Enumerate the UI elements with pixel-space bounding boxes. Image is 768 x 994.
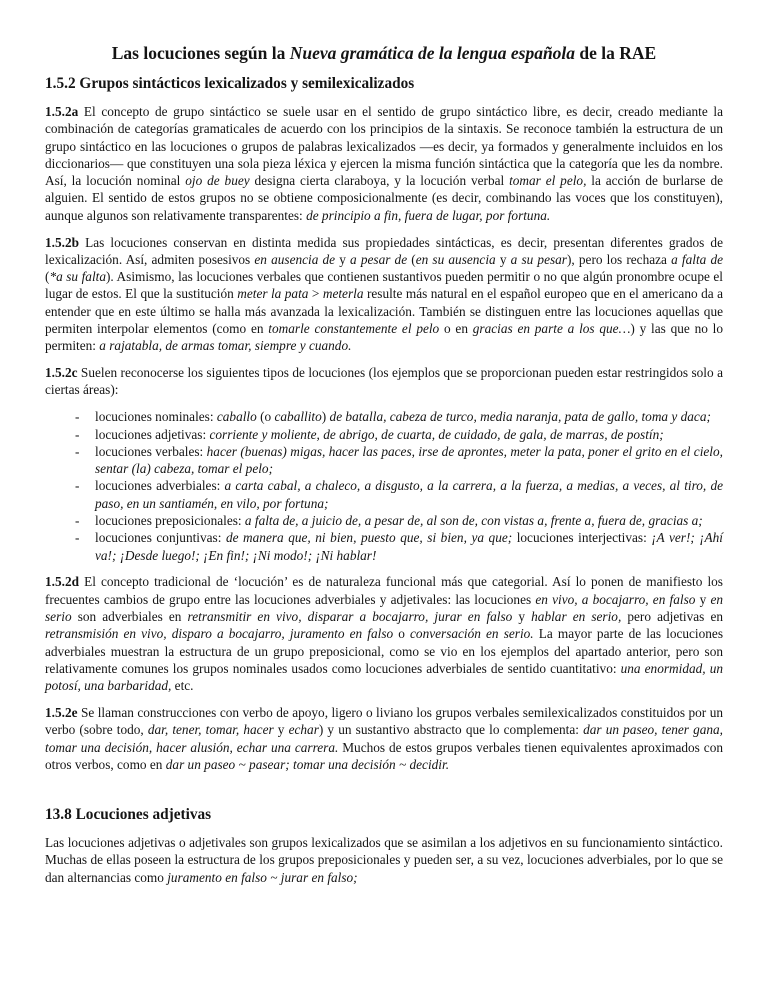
list-item-text: locuciones adverbiales: a carta cabal, a chaleco, a disgusto, a la carrera, a la fuerza, a medias, a veces, al tiro, de paso, en un santiamén, en vilo, por fortuna; xyxy=(95,478,723,511)
paragraph-1-5-2e: 1.5.2e Se llaman construcciones con verbo de apoyo, ligero o liviano los grupos verbales semilexicalizados constituidos por un verbo (sobre todo, dar, tener, tomar, hacer y echar) y un sustantivo abstracto que lo complementa: dar un paseo, tener gana, tomar una decisión, hacer alusión, echar una carrera. Muchos de estos grupos verbales tienen equivalentes aproximados con otros verbos, como en dar un paseo ~ pasear; tomar una decisión ~ decidir. xyxy=(45,705,723,772)
list-item-locuciones-nominales xyxy=(45,408,723,425)
list-item-text: locuciones conjuntivas: de manera que, ni bien, puesto que, si bien, ya que; locuciones interjectivas: ¡A ver!; ¡Ahí va!; ¡Desde luego!; ¡En fin!; ¡Ni modo!; ¡Ni hablar! xyxy=(95,530,723,563)
paragraph-1-5-2c: 1.5.2c Suelen reconocerse los siguientes tipos de locuciones (los ejemplos que se proporcionan pueden estar restringidos solo a ciertas áreas): xyxy=(45,365,723,398)
paragraph-1-5-2a: 1.5.2a El concepto de grupo sintáctico se suele usar en el sentido de grupo sintáctico libre, es decir, creado mediante la combinación de categorías gramaticales de acuerdo con los principios de la sintaxis. Se reconoce también la estructura de un grupo sintáctico en las locuciones o grupos de palabras lexicalizados —es decir, ya formados y generalmente incluidos en los diccionarios— que constituyen una sola pieza léxica y ejercen la misma función sintáctica que la categoría que les da nombre. Así, la locución nominal ojo de buey designa cierta claraboya, y la locución verbal tomar el pelo, la acción de burlarse de alguien. El sentido de estos grupos no se obtiene composicionalmente (es decir, combinando las voces que los constituyen), aunque algunos son relativamente transparentes: de principio a fin, fuera de lugar, por fortuna. xyxy=(45,104,723,223)
list-dash-marker: - xyxy=(75,443,80,459)
list-item-text: locuciones nominales: caballo (o caballito) de batalla, cabeza de turco, media naranja, pata de gallo, toma y daca; xyxy=(95,409,711,425)
section-heading-13-8: 13.8 Locuciones adjetivas xyxy=(45,806,212,824)
section-heading-1-5-2: 1.5.2 Grupos sintácticos lexicalizados y semilexicalizados xyxy=(45,75,415,92)
paragraph-1-5-2d: 1.5.2d El concepto tradicional de ‘locución’ es de naturaleza funcional más que categorial. Así lo ponen de manifiesto los frecuentes cambios de grupo entre las locuciones adverbiales y adjetivales: las locuciones en vivo, a bocajarro, en falso y en serio son adverbiales en retransmitir en vivo, disparar a bocajarro, jurar en falso y hablar en serio, pero adjetivas en retransmisión en vivo, disparo a bocajarro, juramento en falso o conversación en serio. La mayor parte de las locuciones adverbiales muestran la estructura de un grupo preposicional, como se vio en los ejemplos del apartado anterior, pero son relativamente comunes los grupos nominales usados como locuciones adverbiales de sentido cuantitativo: una enormidad, un potosí, una barbaridad, etc. xyxy=(45,574,724,694)
list-dash-marker: - xyxy=(75,513,80,529)
list-item-locuciones-adverbiales xyxy=(45,477,723,512)
paragraph-1-5-2b: 1.5.2b Las locuciones conservan en distinta medida sus propiedades sintácticas, es decir, presentan diferentes grados de lexicalización. Así, admiten posesivos en ausencia de y a pesar de (en su ausencia y a su pesar), pero los rechaza a falta de (*a su falta). Asimismo, las locuciones verbales que contienen sustantivos pueden permitir o no que algún pronombre ocupe el lugar de estos. El que la sustitución meter la pata > meterla resulte más natural en el español europeo que en el americano da a entender que en este último se halla más avanzada la lexicalización. También se distinguen entre las locuciones aquellas que permiten interpolar elementos (como en tomarle constantemente el pelo o en gracias en parte a los que…) y las que no lo permiten: a rajatabla, de armas tomar, siempre y cuando. xyxy=(45,234,724,354)
list-item-text: locuciones preposicionales: a falta de, a juicio de, a pesar de, al son de, con vistas a, frente a, fuera de, gracias a; xyxy=(95,513,703,529)
list-item-locuciones-conjuntivas xyxy=(45,529,723,564)
list-item-locuciones-adjetivas xyxy=(45,426,723,443)
locution-types-list xyxy=(45,408,723,564)
list-dash-marker: - xyxy=(75,530,80,546)
paragraph-13-8: Las locuciones adjetivas o adjetivales son grupos lexicalizados que se asimilan a los adjetivos en su funcionamiento sintáctico. Muchas de ellas poseen la estructura de los grupos preposicionales y pueden ser, a su vez, locuciones adverbiales, por lo que se dan alternancias como juramento en falso ~ jurar en falso; xyxy=(45,835,723,885)
list-dash-marker: - xyxy=(75,478,80,494)
list-item-locuciones-verbales xyxy=(45,443,723,478)
list-item-locuciones-preposicionales xyxy=(45,512,723,529)
list-dash-marker: - xyxy=(75,409,80,425)
list-dash-marker: - xyxy=(75,426,80,442)
list-item-text: locuciones verbales: hacer (buenas) migas, hacer las paces, irse de aprontes, meter la pata, poner el grito en el cielo, sentar (la) cabeza, tomar el pelo; xyxy=(95,443,723,477)
list-item-text: locuciones adjetivas: corriente y moliente, de abrigo, de cuarta, de cuidado, de gala, de marras, de postín; xyxy=(95,426,664,442)
document-title: Las locuciones según la Nueva gramática de la lengua española de la RAE xyxy=(111,43,657,63)
